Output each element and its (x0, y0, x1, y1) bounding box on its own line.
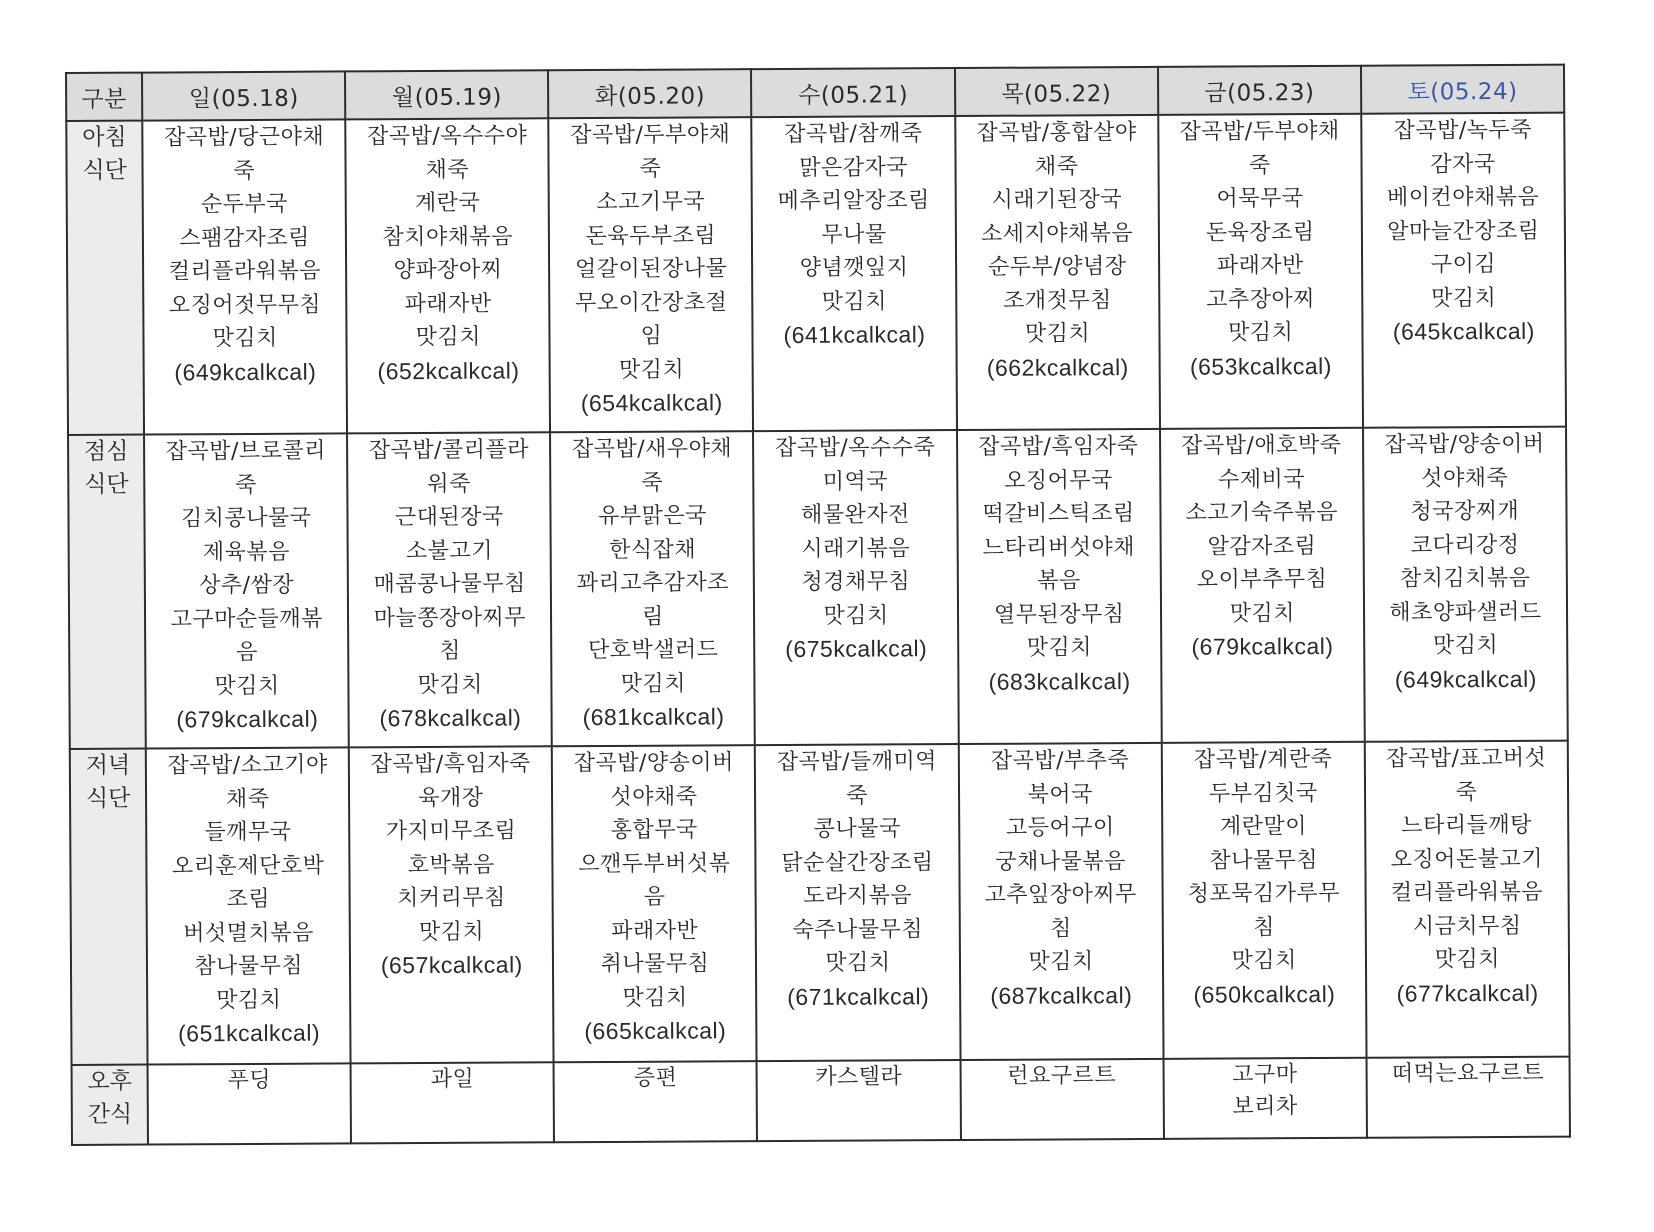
calorie-value: (654kcalkcal) (580, 389, 723, 417)
menu-item: 침 (439, 638, 462, 664)
calorie-value: (665kcalkcal) (584, 1017, 727, 1045)
snack-cell (351, 1062, 555, 1143)
menu-item: 참치야채볶음 (382, 224, 514, 250)
menu-item: 궁채나물볶음 (995, 848, 1126, 875)
menu-item: 시금치무침 (1412, 913, 1522, 939)
day-header-thu: 목(05.22) (955, 67, 1158, 116)
menu-item: 미역국 (822, 468, 889, 495)
menu-item: 으깬두부버섯볶 (578, 850, 731, 877)
menu-item: 어묵무국 (1216, 186, 1304, 212)
snack-cell (554, 1061, 758, 1142)
snack-cell (1163, 1058, 1367, 1139)
menu-item: 죽 (1455, 779, 1478, 805)
menu-item: 파래자반 (404, 291, 492, 317)
menu-item: 잡곡밥/옥수수야 (367, 123, 528, 150)
menu-item: 얼갈이된장나물 (574, 256, 728, 283)
menu-item: 꽈리고추감자조 (576, 570, 729, 597)
meal-cell (1361, 113, 1566, 428)
meal-cell (346, 118, 551, 433)
menu-item: 잡곡밥/애호박죽 (1181, 432, 1342, 459)
menu-item: 푸딩 (227, 1067, 272, 1094)
day-header-wed: 수(05.21) (751, 68, 954, 117)
calorie-value: (683kcalkcal) (988, 667, 1131, 695)
menu-item: 코다리강정 (1410, 532, 1520, 558)
menu-item: 참나물무침 (1209, 847, 1319, 874)
row-label-line: 아침 (82, 124, 127, 151)
menu-item: 상추/쌈장 (199, 572, 295, 599)
header-label: 구분 (66, 73, 142, 121)
menu-item: 마늘쫑장아찌무 (373, 604, 527, 631)
menu-item: 잡곡밥/옥수수죽 (774, 435, 936, 462)
menu-item: 순두부/양념장 (987, 254, 1127, 280)
menu-item: 컬리플라워볶음 (1390, 879, 1544, 906)
row-label-line: 간식 (87, 1101, 133, 1128)
menu-item: 채죽 (1034, 153, 1079, 180)
menu-item: 소세지야채볶음 (980, 220, 1134, 247)
menu-item: 떡갈비스틱조림 (982, 501, 1135, 527)
menu-item: 양파장아찌 (393, 257, 503, 284)
menu-item: 볶음 (1037, 568, 1081, 594)
meal-cell (1363, 427, 1568, 742)
menu-item: 채죽 (425, 157, 470, 183)
menu-item: 맛김치 (1432, 633, 1499, 659)
menu-item: 죽 (846, 783, 869, 809)
menu-item: 맛김치 (1231, 948, 1297, 974)
day-header-tue: 화(05.20) (548, 69, 751, 118)
menu-item: 맛김치 (415, 324, 482, 351)
menu-item: 고추장아찌 (1206, 286, 1315, 313)
menu-item: 침 (1253, 914, 1276, 940)
menu-item: 맛김치 (1229, 600, 1296, 627)
menu-item: 가지미무조림 (385, 818, 517, 845)
menu-item: 북어국 (1027, 781, 1093, 808)
menu-item: 양념깻잎지 (799, 255, 909, 281)
calorie-value: (679kcalkcal) (176, 705, 319, 733)
menu-item: 잡곡밥/양송이버 (573, 750, 734, 777)
menu-item: 고등어구이 (1005, 815, 1115, 841)
menu-item: 느타리들깨탕 (1401, 812, 1532, 839)
menu-item: 돈육장조림 (1205, 219, 1315, 246)
calorie-value: (645kcalkcal) (1392, 317, 1535, 345)
menu-item: 잡곡밥/표고버섯 (1386, 745, 1547, 772)
menu-item: 섯야채죽 (1421, 465, 1509, 491)
calorie-value: (652kcalkcal) (377, 356, 520, 384)
menu-item: 고추잎장아찌무 (984, 882, 1137, 908)
menu-item: 유부맑은국 (597, 503, 707, 530)
menu-item: 맛김치 (825, 950, 891, 976)
meal-cell (144, 433, 349, 748)
menu-item: 맛김치 (418, 919, 485, 945)
menu-item: 섯야채죽 (610, 783, 698, 810)
menu-item: 맛김치 (214, 673, 280, 699)
menu-item: 잡곡밥/콜리플라 (368, 437, 530, 464)
menu-item: 죽 (639, 156, 662, 182)
menu-item: 잡곡밥/홍합살야 (976, 120, 1137, 146)
row-label-line: 식단 (85, 785, 131, 812)
menu-item: 과일 (430, 1066, 475, 1092)
lunch-row (68, 427, 1568, 749)
menu-item: 맛김치 (823, 602, 889, 629)
menu-item: 잡곡밥/녹두죽 (1393, 117, 1533, 144)
calorie-value: (677kcalkcal) (1396, 979, 1539, 1007)
dinner-row (70, 741, 1570, 1065)
menu-item: 잡곡밥/두부야채 (1179, 118, 1340, 145)
menu-item: 파래자반 (1216, 253, 1304, 279)
menu-item: 근대된장국 (394, 504, 504, 531)
menu-item: 소고기무국 (596, 189, 706, 216)
menu-item: 잡곡밥/두부야채 (570, 122, 731, 149)
menu-item: 보리차 (1232, 1094, 1298, 1120)
menu-item: 잡곡밥/흑임자죽 (370, 751, 531, 778)
menu-item: 잡곡밥/양송이버 (1384, 431, 1545, 458)
menu-item: 맛김치 (620, 671, 687, 697)
menu-item: 맛김치 (1028, 949, 1094, 975)
menu-item: 맛김치 (1228, 320, 1294, 346)
snack-cell (960, 1059, 1164, 1140)
menu-item: 해초양파샐러드 (1389, 599, 1542, 626)
menu-item: 도라지볶음 (803, 883, 913, 909)
calorie-value: (650kcalkcal) (1193, 980, 1336, 1008)
menu-item: 오징어젓무무침 (168, 292, 322, 318)
menu-item: 침 (1049, 915, 1072, 942)
menu-item: 맛김치 (1024, 321, 1091, 347)
menu-item: 잡곡밥/새우야채 (571, 436, 733, 463)
dinner-row-label (70, 749, 148, 1065)
menu-item: 잡곡밥/들깨미역 (776, 749, 938, 776)
menu-item: 잡곡밥/흑임자죽 (978, 434, 1139, 460)
row-label-line: 오후 (87, 1068, 133, 1095)
calorie-value: (675kcalkcal) (785, 635, 928, 662)
menu-item: 청포묵김가루무 (1187, 880, 1341, 907)
menu-item: 참치김치볶음 (1399, 565, 1531, 592)
meal-cell (752, 116, 957, 431)
menu-item: 두부김칫국 (1208, 780, 1318, 807)
menu-item: 컬리플라워볶음 (168, 258, 322, 285)
menu-item: 호박볶음 (407, 852, 495, 878)
meal-cell (146, 747, 351, 1064)
menu-item: 무나물 (821, 221, 887, 248)
menu-item: 치커리무침 (396, 885, 506, 912)
menu-item: 참나물무침 (194, 953, 304, 980)
snack-cell (1366, 1057, 1570, 1138)
calorie-value: (653kcalkcal) (1189, 352, 1332, 380)
calorie-value: (641kcalkcal) (783, 321, 926, 348)
menu-item: 카스텔라 (815, 1064, 903, 1090)
header-row (66, 65, 1564, 121)
menu-item: 죽 (641, 470, 664, 496)
breakfast-row (66, 113, 1566, 435)
menu-item: 해물완자전 (801, 502, 910, 528)
meal-cell (1158, 114, 1363, 429)
meal-cell (955, 115, 1160, 430)
menu-item: 알감자조림 (1207, 533, 1317, 560)
day-header-sat: 토(05.24) (1361, 65, 1564, 114)
snack-row-label (72, 1065, 149, 1145)
menu-item: 수제비국 (1217, 466, 1306, 493)
menu-item: 잡곡밥/당근야채 (163, 124, 325, 151)
menu-item: 오이부추무침 (1196, 566, 1328, 593)
menu-item: 파래자반 (611, 917, 699, 944)
calorie-value: (657kcalkcal) (380, 951, 523, 979)
calorie-value: (671kcalkcal) (787, 982, 930, 1010)
menu-item: 런요구르트 (1007, 1063, 1117, 1089)
menu-item: 김치콩나물국 (180, 505, 312, 532)
calorie-value: (649kcalkcal) (1394, 665, 1537, 693)
row-label-line: 식단 (82, 157, 127, 184)
calorie-value: (678kcalkcal) (379, 704, 522, 732)
menu-item: 돈육두부조림 (585, 222, 717, 249)
menu-item: 열무된장무침 (993, 601, 1125, 628)
menu-item: 홍합무국 (610, 817, 698, 843)
meal-cell (347, 432, 552, 747)
meal-plan-sheet (65, 64, 1571, 1146)
menu-item: 음 (236, 639, 258, 666)
menu-item: 죽 (233, 158, 256, 184)
menu-item: 제육볶음 (202, 539, 290, 565)
meal-cell (549, 117, 754, 432)
meal-cell (552, 745, 757, 1062)
menu-item: 임 (640, 323, 663, 349)
menu-item: 메추리알장조림 (777, 188, 930, 215)
menu-item: 잡곡밥/브로콜리 (165, 438, 326, 465)
menu-item: 죽 (235, 472, 257, 498)
menu-item: 베이컨야채볶음 (1386, 184, 1540, 211)
menu-item: 워죽 (427, 471, 471, 497)
menu-item: 순두부국 (200, 191, 289, 218)
snack-cell (148, 1063, 352, 1144)
menu-item: 맛김치 (212, 325, 278, 352)
menu-item: 맛김치 (821, 288, 888, 315)
day-header-fri: 금(05.23) (1158, 66, 1361, 115)
menu-item: 잡곡밥/소고기야 (167, 752, 328, 779)
menu-item: 단호박샐러드 (587, 637, 719, 664)
meal-cell (957, 429, 1162, 744)
menu-item: 오징어무국 (1003, 467, 1113, 494)
calorie-value: (649kcalkcal) (174, 358, 317, 385)
menu-item: 오징어돈불고기 (1390, 846, 1544, 873)
menu-item: 감자국 (1430, 151, 1496, 177)
menu-item: 잡곡밥/참깨죽 (784, 121, 923, 147)
menu-item: 죽 (1248, 152, 1271, 178)
menu-item: 닭순살간장조림 (781, 849, 934, 876)
menu-item: 림 (642, 604, 664, 630)
meal-cell (754, 430, 959, 745)
lunch-row-label (68, 435, 146, 749)
meal-cell (755, 744, 960, 1061)
meal-cell (1160, 428, 1365, 743)
menu-item: 채죽 (225, 786, 270, 812)
menu-item: 맛김치 (216, 987, 282, 1013)
menu-item: 맛김치 (1434, 946, 1501, 973)
day-header-sun: 일(05.18) (142, 71, 345, 120)
menu-item: 맛김치 (1430, 285, 1497, 311)
menu-item: 계란말이 (1219, 814, 1308, 840)
snack-cell (757, 1060, 961, 1141)
menu-item: 버섯멸치볶음 (183, 920, 314, 946)
menu-item: 매콤콩나물무침 (373, 571, 526, 598)
meal-cell (958, 743, 1163, 1060)
menu-item: 맛김치 (417, 672, 483, 698)
menu-item: 스팸감자조림 (179, 225, 310, 251)
menu-item: 청경채무침 (801, 569, 911, 595)
menu-item: 맛김치 (618, 357, 685, 383)
menu-item: 시래기된장국 (991, 187, 1123, 213)
menu-item: 시래기볶음 (801, 535, 911, 562)
menu-item: 잡곡밥/부추죽 (990, 748, 1130, 774)
menu-item: 증편 (633, 1065, 678, 1091)
menu-item: 조개젓무침 (1002, 287, 1112, 314)
breakfast-row-label (66, 121, 144, 435)
menu-item: 조림 (226, 886, 271, 913)
calorie-value: (681kcalkcal) (582, 703, 725, 731)
meal-cell (550, 431, 755, 746)
menu-item: 소고기숙주볶음 (1185, 499, 1338, 526)
calorie-value: (687kcalkcal) (990, 981, 1133, 1009)
menu-item: 고구마 (1232, 1062, 1298, 1088)
menu-item: 숙주나물무침 (792, 916, 924, 943)
menu-item: 알마늘간장조림 (1387, 218, 1540, 245)
menu-item: 맛김치 (622, 985, 688, 1011)
menu-item: 오리훈제단호박 (171, 853, 325, 879)
menu-item: 잡곡밥/계란죽 (1193, 746, 1333, 773)
calorie-value: (679kcalkcal) (1191, 632, 1334, 660)
snack-row (72, 1057, 1570, 1145)
menu-item: 한식잡채 (609, 536, 697, 563)
day-header-mon: 월(05.19) (345, 70, 548, 119)
menu-item: 소불고기 (405, 538, 494, 564)
menu-item: 고구마순들깨볶 (170, 606, 323, 632)
row-label-line: 점심 (83, 438, 129, 465)
meal-cell (1161, 742, 1366, 1059)
row-label-line: 식단 (84, 471, 129, 498)
menu-item: 들깨무국 (204, 819, 292, 846)
menu-item: 무오이간장초절 (575, 289, 728, 316)
menu-item: 떠먹는요구르트 (1391, 1060, 1545, 1087)
menu-item: 구이김 (1430, 252, 1497, 278)
menu-item: 육개장 (418, 785, 484, 811)
weekly-meal-table (65, 64, 1571, 1146)
menu-item: 취나물무침 (600, 951, 710, 978)
menu-item: 콩나물국 (813, 816, 901, 842)
menu-item: 계란국 (414, 190, 481, 217)
menu-item: 느타리버섯야채 (982, 534, 1136, 561)
meal-cell (349, 746, 554, 1063)
meal-cell (1365, 741, 1570, 1058)
menu-item: 청국장찌개 (1410, 498, 1520, 525)
row-label-line: 저녁 (85, 752, 131, 779)
menu-item: 맑은감자국 (799, 154, 909, 181)
calorie-value: (651kcalkcal) (178, 1019, 321, 1047)
meal-cell (142, 119, 347, 434)
menu-item: 맛김치 (1026, 635, 1093, 661)
menu-item: 음 (643, 884, 666, 910)
calorie-value: (662kcalkcal) (986, 353, 1129, 381)
